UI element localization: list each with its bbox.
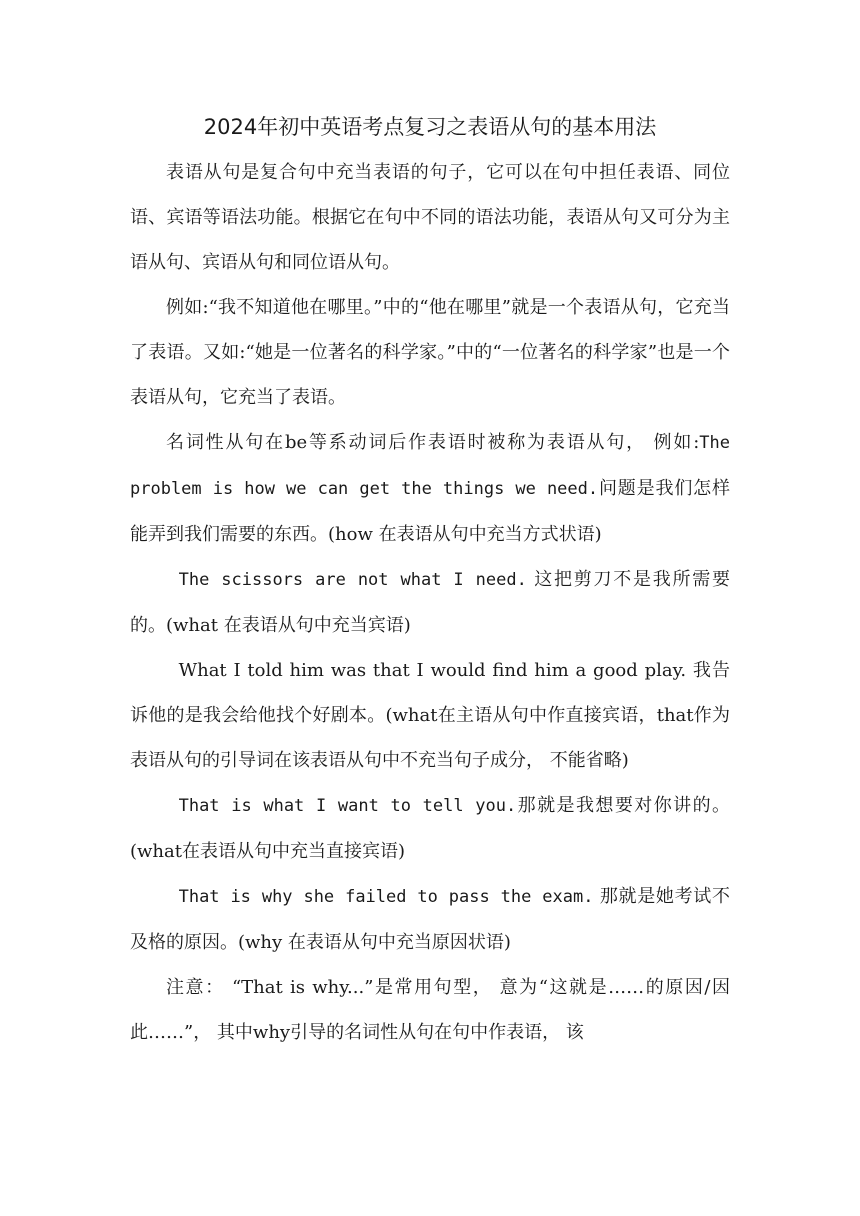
example-english: That is what I want to tell you. bbox=[178, 796, 517, 816]
paragraph-told-him bbox=[130, 648, 730, 783]
example-chinese: 我告诉他的是我会给他找个好剧本。(what在主语从句中作直接宾语，that作为表语从句的引导词在该表语从句中不充当句子成分， 不能省略) bbox=[130, 660, 730, 771]
paragraph-failed bbox=[130, 874, 730, 965]
paragraph-definition bbox=[130, 420, 730, 557]
example-chinese: 那就是我想要对你讲的。(what在表语从句中充当直接宾语) bbox=[130, 795, 731, 862]
document-body bbox=[130, 150, 730, 1055]
example-english: The scissors are not what I need. bbox=[178, 570, 527, 590]
document-title: 2024年初中英语考点复习之表语从句的基本用法 bbox=[203, 115, 657, 139]
paragraph-scissors bbox=[130, 557, 730, 648]
paragraph-intro: 表语从句是复合句中充当表语的句子，它可以在句中担任表语、同位语、宾语等语法功能。根据它在句中不同的语法功能，表语从句又可分为主语从句、宾语从句和同位语从句。 bbox=[130, 162, 730, 273]
example-english: That is why she failed to pass the exam. bbox=[178, 887, 594, 907]
example-chinese: 那就是她考试不及格的原因。(why 在表语从句中充当原因状语) bbox=[130, 886, 730, 953]
definition-text: 名词性从句在be等系动词后作表语时被称为表语从句， 例如: bbox=[166, 432, 700, 453]
example-chinese: 这把剪刀不是我所需要的。(what 在表语从句中充当宾语) bbox=[130, 569, 730, 636]
paragraph-tell-you bbox=[130, 783, 730, 874]
paragraph-example-zh: 例如:“我不知道他在哪里。”中的“他在哪里”就是一个表语从句，它充当了表语。又如:“她是一位著名的科学家。”中的“一位著名的科学家”也是一个表语从句，它充当了表语。 bbox=[130, 297, 730, 408]
example-english: The problem is how we can get the things we need. bbox=[130, 433, 730, 499]
example-chinese: 问题是我们怎样能弄到我们需要的东西。(how 在表语从句中充当方式状语) bbox=[130, 478, 730, 545]
paragraph-note: 注意： “That is why...”是常用句型， 意为“这就是……的原因/因此……”， 其中why引导的名词性从句在句中作表语， 该 bbox=[130, 977, 730, 1043]
example-english: What I told him was that I would find him a good play. bbox=[178, 660, 687, 681]
